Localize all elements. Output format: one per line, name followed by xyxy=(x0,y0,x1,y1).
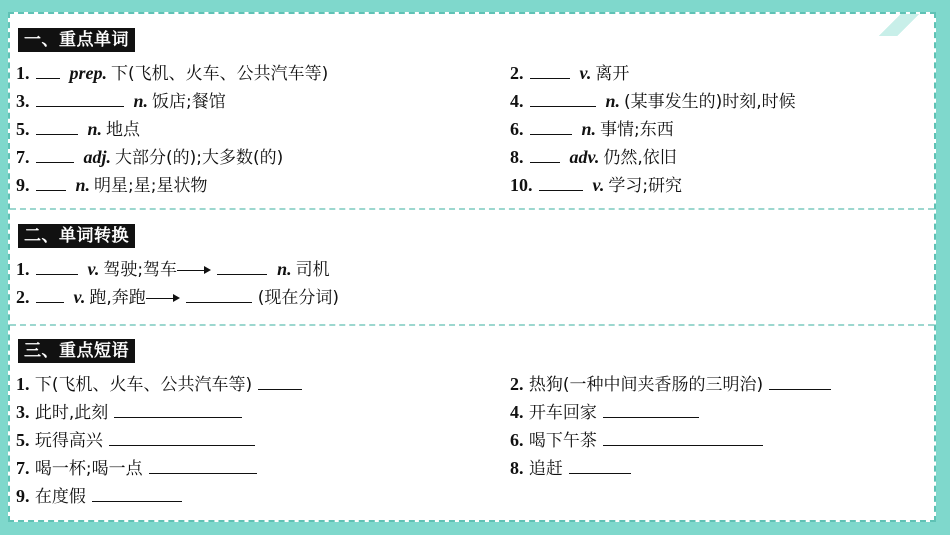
part-of-speech: n. xyxy=(605,91,621,111)
part-of-speech: n. xyxy=(87,119,103,139)
conversion-item-1 xyxy=(16,256,330,282)
item-number: 5. xyxy=(16,430,30,450)
phrase-item-9 xyxy=(16,483,188,509)
item-number: 7. xyxy=(16,147,30,167)
answer-blank[interactable] xyxy=(530,60,570,79)
item-number: 1. xyxy=(16,259,30,279)
item-number: 2. xyxy=(510,374,524,394)
answer-blank[interactable] xyxy=(769,371,831,390)
answer-blank[interactable] xyxy=(603,427,763,446)
section-title: 三、重点短语 xyxy=(18,339,135,363)
item-number: 1. xyxy=(16,374,30,394)
part-of-speech: n. xyxy=(75,175,91,195)
definition: 驾驶;驾车 xyxy=(103,260,178,280)
phrase: 在度假 xyxy=(34,487,86,507)
phrase-item-6 xyxy=(510,427,769,453)
answer-blank[interactable] xyxy=(92,483,182,502)
answer-blank[interactable] xyxy=(258,371,302,390)
section-divider xyxy=(10,324,934,326)
arrow-right-icon xyxy=(146,292,180,304)
phrase: 玩得高兴 xyxy=(34,431,103,451)
answer-blank[interactable] xyxy=(569,455,631,474)
section-title: 一、重点单词 xyxy=(18,28,135,52)
answer-blank[interactable] xyxy=(530,116,572,135)
answer-blank[interactable] xyxy=(603,399,699,418)
item-number: 10. xyxy=(510,175,533,195)
definition: 地点 xyxy=(106,120,141,140)
part-of-speech: adj. xyxy=(83,147,112,167)
answer-blank[interactable] xyxy=(186,284,252,303)
phrase: 追赶 xyxy=(528,459,563,479)
definition: 仍然,依旧 xyxy=(603,148,677,168)
phrase: 喝下午茶 xyxy=(528,431,597,451)
item-number: 6. xyxy=(510,119,524,139)
section-key-words xyxy=(10,28,934,208)
phrase-item-4 xyxy=(510,399,705,425)
section-word-conversion xyxy=(10,224,934,324)
part-of-speech: v. xyxy=(73,287,86,307)
item-number: 6. xyxy=(510,430,524,450)
item-number: 2. xyxy=(510,63,524,83)
word-item-1 xyxy=(16,60,328,86)
answer-blank[interactable] xyxy=(149,455,257,474)
phrase-item-2 xyxy=(510,371,837,397)
definition: 饭店;餐馆 xyxy=(152,92,226,112)
phrase-item-3 xyxy=(16,399,248,425)
item-number: 9. xyxy=(16,175,30,195)
section-divider xyxy=(10,208,934,210)
item-number: 3. xyxy=(16,91,30,111)
phrase-item-1 xyxy=(16,371,308,397)
definition: (某事发生的)时刻,时候 xyxy=(624,92,796,112)
phrase-item-5 xyxy=(16,427,261,453)
item-number: 9. xyxy=(16,486,30,506)
item-number: 7. xyxy=(16,458,30,478)
answer-blank[interactable] xyxy=(530,88,596,107)
word-item-2 xyxy=(510,60,629,86)
part-of-speech: v. xyxy=(87,259,100,279)
definition: 明星;星;星状物 xyxy=(94,176,208,196)
answer-blank[interactable] xyxy=(36,144,74,163)
part-of-speech: n. xyxy=(277,259,292,279)
note: (现在分词) xyxy=(257,288,339,308)
answer-blank[interactable] xyxy=(114,399,242,418)
phrase: 下(飞机、火车、公共汽车等) xyxy=(34,375,253,395)
answer-blank[interactable] xyxy=(109,427,255,446)
word-item-3 xyxy=(16,88,226,114)
definition: 下(飞机、火车、公共汽车等) xyxy=(111,64,329,84)
word-item-4 xyxy=(510,88,796,114)
answer-blank[interactable] xyxy=(530,144,560,163)
answer-blank[interactable] xyxy=(36,60,60,79)
worksheet-frame xyxy=(8,12,936,522)
definition: 学习;研究 xyxy=(608,176,683,196)
section-key-phrases xyxy=(10,339,934,519)
definition: 司机 xyxy=(295,260,330,280)
word-item-6 xyxy=(510,116,674,142)
item-number: 4. xyxy=(510,402,524,422)
definition: 跑,奔跑 xyxy=(89,288,146,308)
part-of-speech: v. xyxy=(592,175,605,195)
definition: 事情;东西 xyxy=(600,120,674,140)
phrase: 开车回家 xyxy=(528,403,597,423)
definition: 大部分(的);大多数(的) xyxy=(115,148,284,168)
part-of-speech: n. xyxy=(581,119,597,139)
item-number: 3. xyxy=(16,402,30,422)
answer-blank[interactable] xyxy=(36,284,64,303)
word-item-10 xyxy=(510,172,682,198)
definition: 离开 xyxy=(595,64,630,84)
word-item-9 xyxy=(16,172,207,198)
phrase-item-8 xyxy=(510,455,637,481)
answer-blank[interactable] xyxy=(539,172,583,191)
phrase-item-7 xyxy=(16,455,263,481)
word-item-5 xyxy=(16,116,140,142)
answer-blank[interactable] xyxy=(36,172,66,191)
answer-blank[interactable] xyxy=(36,88,124,107)
part-of-speech: adv. xyxy=(569,147,600,167)
answer-blank[interactable] xyxy=(36,116,78,135)
phrase: 喝一杯;喝一点 xyxy=(34,459,143,479)
answer-blank[interactable] xyxy=(217,256,267,275)
section-title: 二、单词转换 xyxy=(18,224,135,248)
item-number: 8. xyxy=(510,147,524,167)
phrase: 热狗(一种中间夹香肠的三明治) xyxy=(528,375,764,395)
conversion-item-2 xyxy=(16,284,339,310)
part-of-speech: prep. xyxy=(69,63,107,83)
arrow-right-icon xyxy=(177,264,211,276)
word-item-7 xyxy=(16,144,283,170)
item-number: 5. xyxy=(16,119,30,139)
item-number: 4. xyxy=(510,91,524,111)
part-of-speech: n. xyxy=(133,91,149,111)
item-number: 8. xyxy=(510,458,524,478)
phrase: 此时,此刻 xyxy=(34,403,109,423)
item-number: 1. xyxy=(16,63,30,83)
item-number: 2. xyxy=(16,287,30,307)
part-of-speech: v. xyxy=(579,63,592,83)
word-item-8 xyxy=(510,144,677,170)
answer-blank[interactable] xyxy=(36,256,78,275)
